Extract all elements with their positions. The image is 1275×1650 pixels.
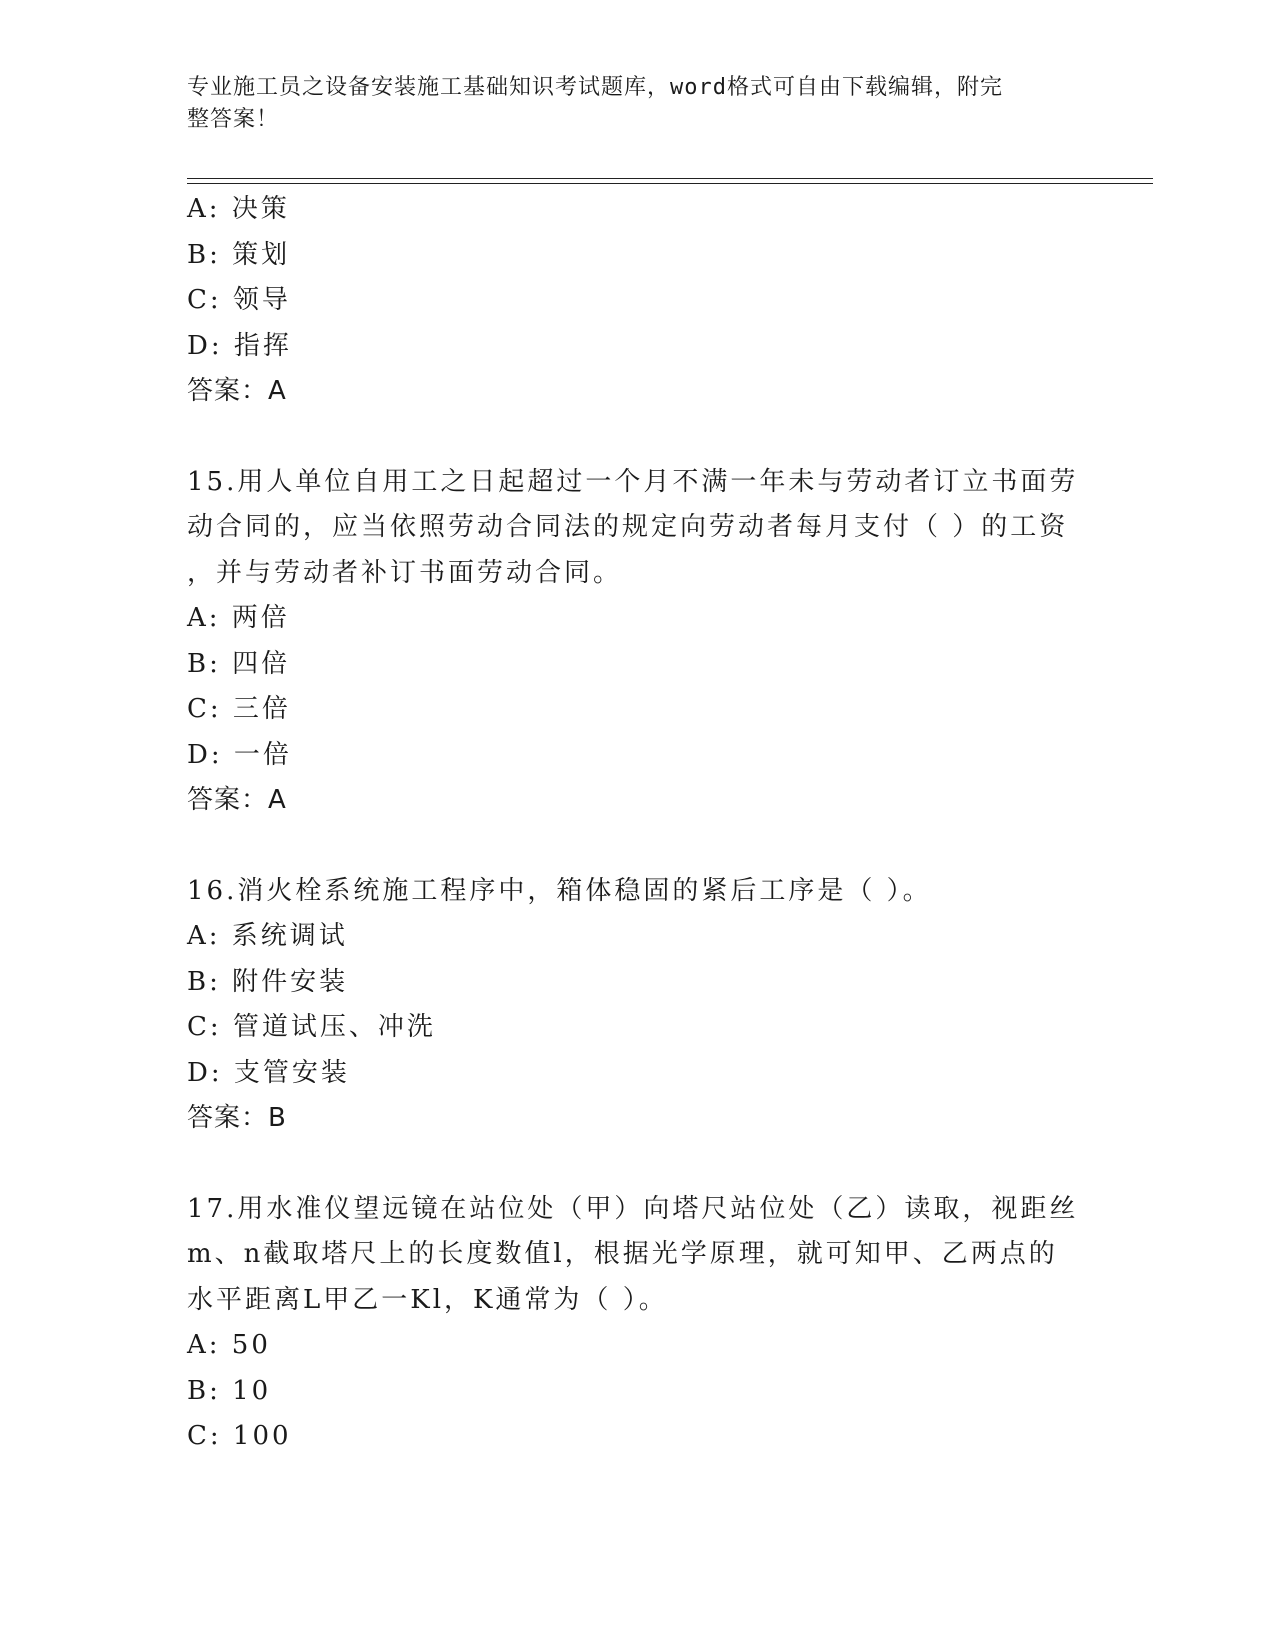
question-16 bbox=[187, 869, 1087, 1142]
option-d: D: 指挥 bbox=[187, 330, 292, 361]
question-text-line: 水平距离L甲乙一Kl，K通常为（ ）。 bbox=[187, 1284, 668, 1315]
option-a: A: 50 bbox=[187, 1330, 271, 1360]
question-text-line: ，并与劳动者补订书面劳动合同。 bbox=[187, 557, 623, 588]
page-header bbox=[187, 72, 1067, 136]
header-divider-bottom bbox=[187, 183, 1153, 184]
option-c: C: 领导 bbox=[187, 285, 291, 315]
option-b: B: 策划 bbox=[187, 239, 291, 270]
option-a: A: 两倍 bbox=[187, 603, 290, 633]
option-a: A: 决策 bbox=[187, 194, 290, 224]
spacer bbox=[187, 824, 1087, 869]
option-c: C: 100 bbox=[187, 1421, 292, 1451]
spacer bbox=[187, 1142, 1087, 1187]
question-15 bbox=[187, 460, 1087, 824]
question-prev bbox=[187, 187, 1087, 415]
option-d: D: 一倍 bbox=[187, 739, 292, 770]
option-a: A: 系统调试 bbox=[187, 921, 348, 951]
question-text-line: 16.消火栓系统施工程序中，箱体稳固的紧后工序是（ ）。 bbox=[187, 875, 932, 906]
option-b: B: 四倍 bbox=[187, 648, 291, 679]
question-text-line: 15.用人单位自用工之日起超过一个月不满一年未与劳动者订立书面劳 bbox=[187, 466, 1079, 497]
answer-line: 答案：B bbox=[187, 1103, 287, 1133]
question-text-line: 17.用水准仪望远镜在站位处（甲）向塔尺站位处（乙）读取，视距丝 bbox=[187, 1193, 1079, 1224]
option-c: C: 三倍 bbox=[187, 694, 291, 724]
header-divider-top bbox=[187, 178, 1153, 179]
answer-line: 答案：A bbox=[187, 376, 287, 406]
header-title-line-2: 整答案！ bbox=[187, 107, 280, 132]
answer-line: 答案：A bbox=[187, 785, 287, 815]
option-d: D: 支管安装 bbox=[187, 1057, 350, 1088]
header-title-line-1: 专业施工员之设备安装施工基础知识考试题库，word格式可自由下载编辑，附完 bbox=[187, 75, 1003, 100]
question-17 bbox=[187, 1187, 1087, 1460]
option-c: C: 管道试压、冲洗 bbox=[187, 1012, 436, 1042]
option-b: B: 附件安装 bbox=[187, 966, 349, 997]
question-text-line: 动合同的，应当依照劳动合同法的规定向劳动者每月支付（ ）的工资 bbox=[187, 512, 1069, 542]
spacer bbox=[187, 415, 1087, 460]
option-b: B: 10 bbox=[187, 1375, 272, 1406]
question-list bbox=[187, 187, 1087, 1460]
question-text-line: m、n截取塔尺上的长度数值l，根据光学原理，就可知甲、乙两点的 bbox=[187, 1239, 1058, 1269]
